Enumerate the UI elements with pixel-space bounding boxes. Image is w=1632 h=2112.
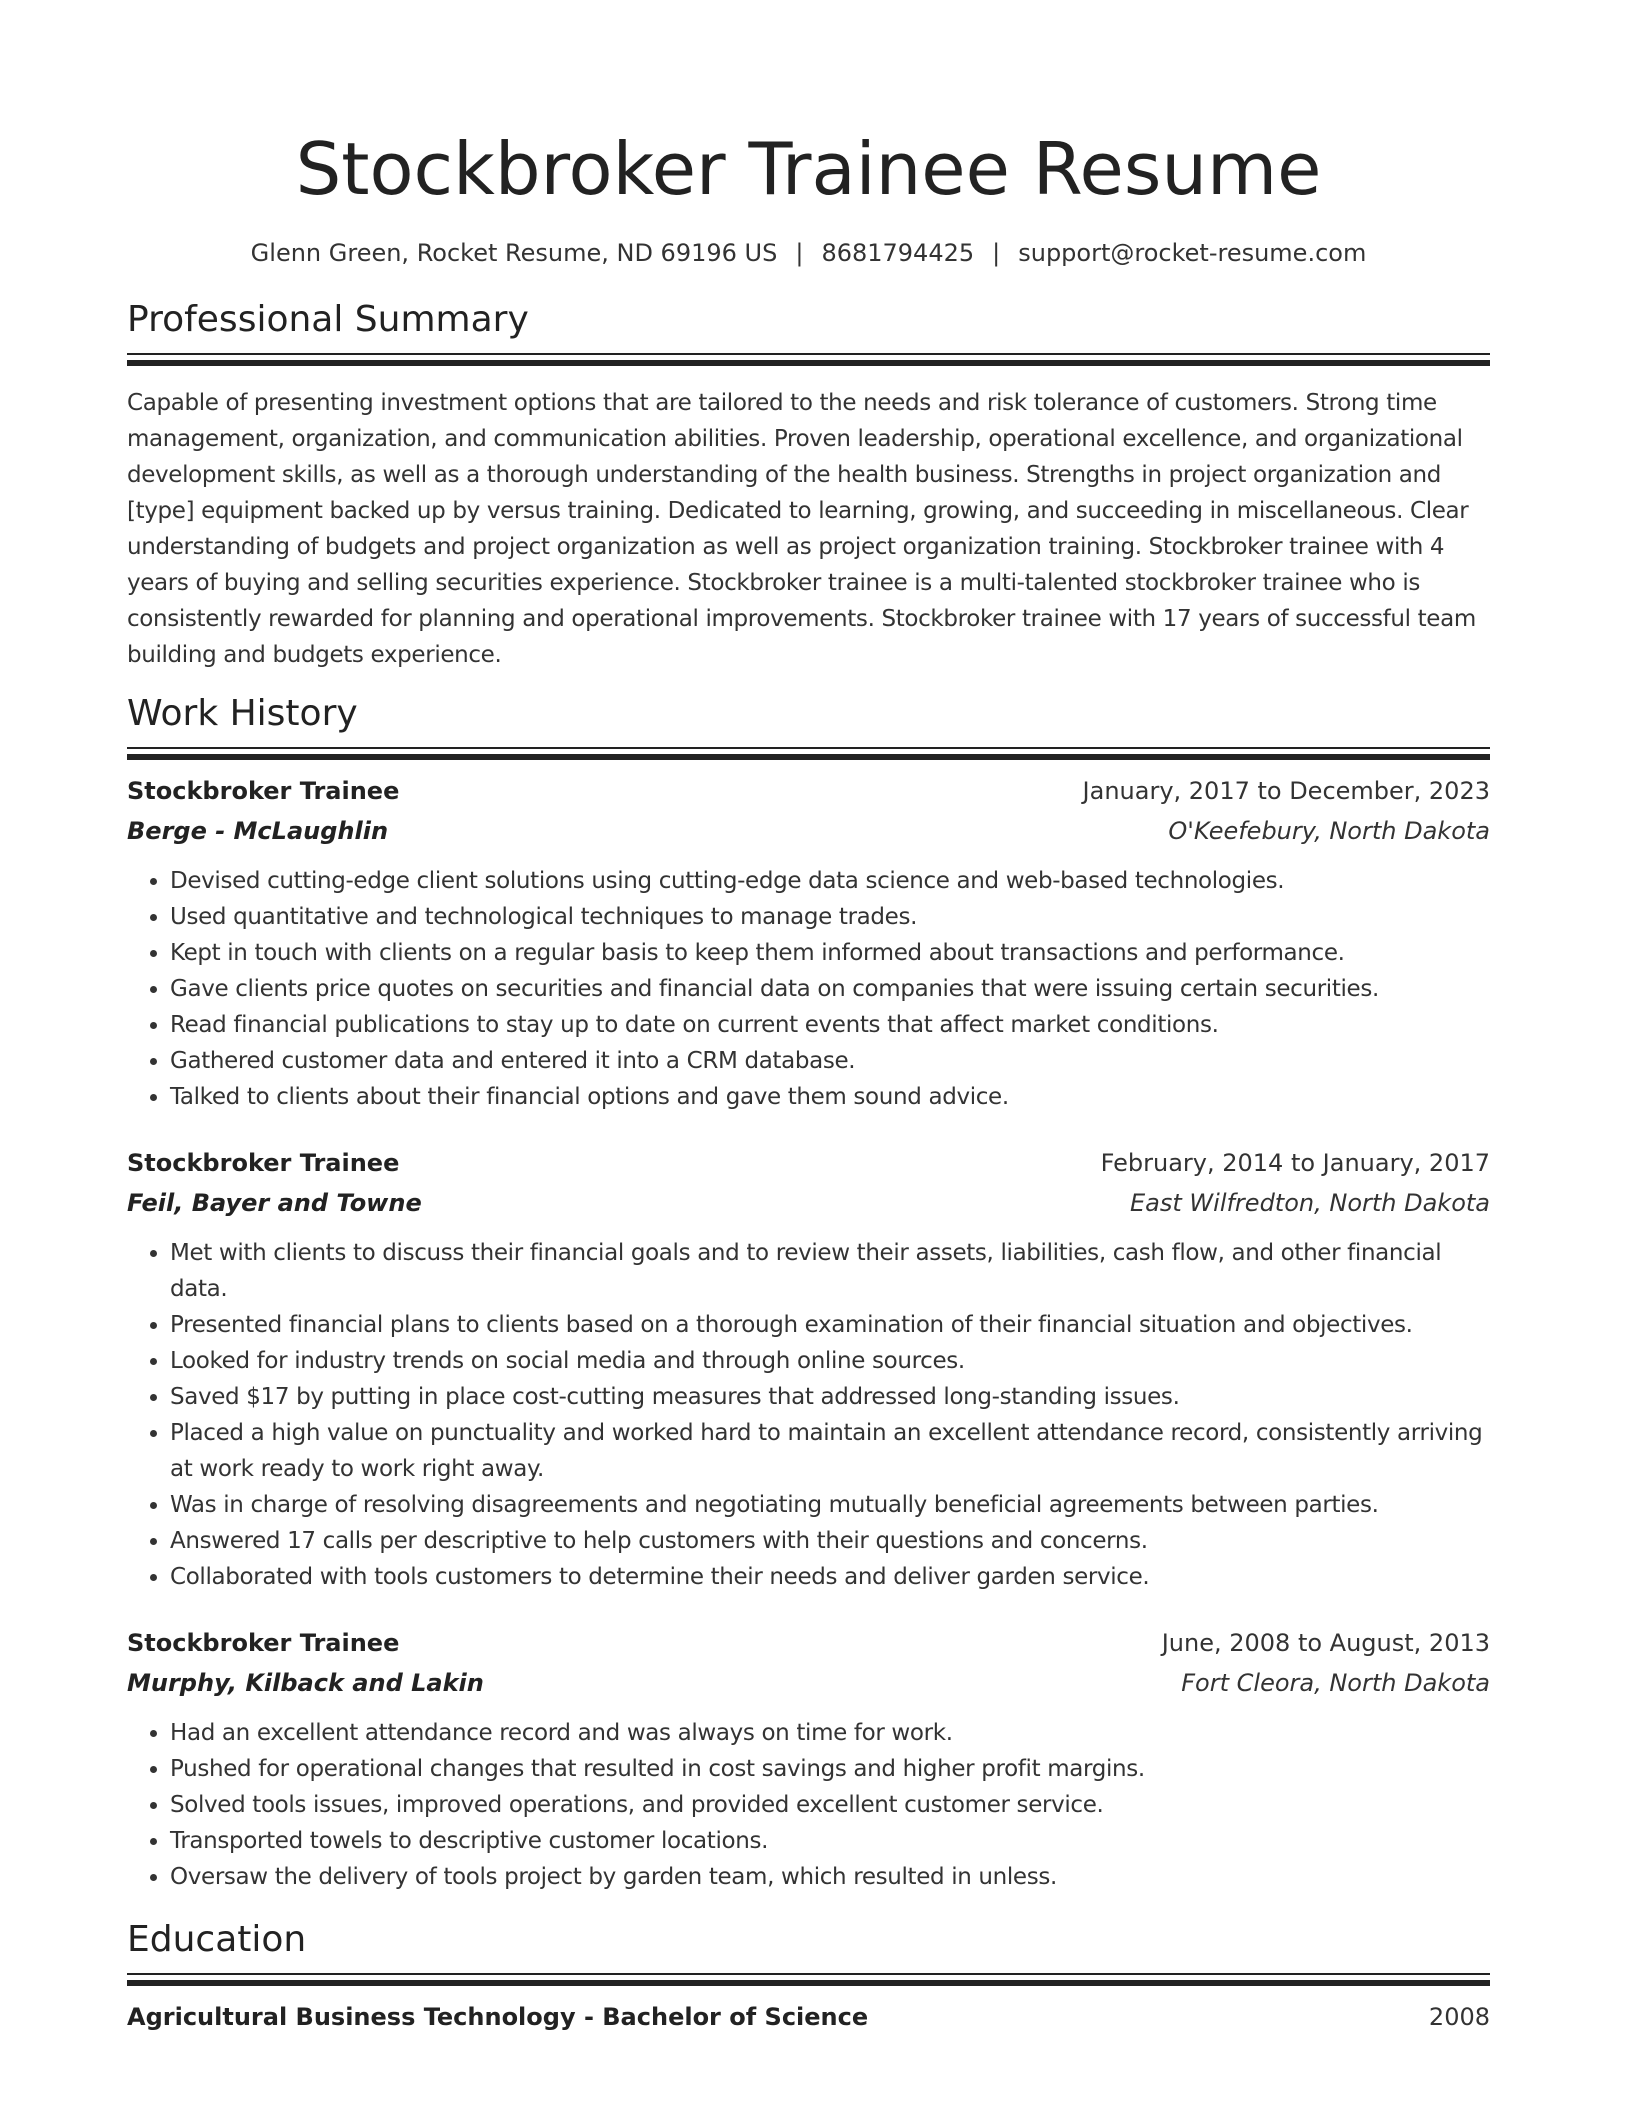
divider-thick-line bbox=[127, 360, 1490, 366]
list-item: • Presented financial plans to clients based on a thorough examination of their financial situation and objectives. bbox=[170, 1307, 1490, 1343]
degree-name: Agricultural Business Technology - Bachelor of Science bbox=[127, 2003, 869, 2031]
list-item: • Gathered customer data and entered it into a CRM database. bbox=[170, 1043, 1490, 1079]
list-item: • Gave clients price quotes on securities and financial data on companies that were issuing certain securities. bbox=[170, 971, 1490, 1007]
list-item: • Collaborated with tools customers to determine their needs and deliver garden service. bbox=[170, 1559, 1490, 1595]
contact-separator: | bbox=[992, 239, 1001, 267]
contact-separator: | bbox=[795, 239, 804, 267]
section-divider bbox=[127, 353, 1490, 367]
job-location: O'Keefebury, North Dakota bbox=[1168, 817, 1490, 845]
list-item: • Placed a high value on punctuality and worked hard to maintain an excellent attendance record, consistently arriving at work ready to work right away. bbox=[170, 1415, 1490, 1487]
divider-thick-line bbox=[127, 1980, 1490, 1986]
list-item: • Kept in touch with clients on a regular basis to keep them informed about transactions and performance. bbox=[170, 935, 1490, 971]
job-location: East Wilfredton, North Dakota bbox=[1130, 1189, 1490, 1217]
summary-section bbox=[127, 297, 1490, 673]
graduation-year: 2008 bbox=[1428, 2003, 1490, 2031]
section-divider bbox=[127, 747, 1490, 761]
list-item: • Devised cutting-edge client solutions using cutting-edge data science and web-based technologies. bbox=[170, 863, 1490, 899]
job-entry bbox=[127, 1143, 1490, 1595]
contact-phone: 8681794425 bbox=[821, 239, 975, 267]
list-item: • Saved $17 by putting in place cost-cutting measures that addressed long-standing issues. bbox=[170, 1379, 1490, 1415]
company-name: Murphy, Kilback and Lakin bbox=[127, 1669, 484, 1697]
company-name: Feil, Bayer and Towne bbox=[127, 1189, 422, 1217]
list-item: • Had an excellent attendance record and was always on time for work. bbox=[170, 1715, 1490, 1751]
job-bullets bbox=[127, 863, 1490, 1115]
summary-text: Capable of presenting investment options that are tailored to the needs and risk tolerance of customers. Strong time management, organization, and communication abilities. Proven leadership, operational excellence, and organizational development skills, as well as a thorough understanding of the health business. Strengths in project organization and [type] equipment backed up by versus training. Dedicated to learning, growing, and succeeding in miscellaneous. Clear understanding of budgets and project organization as well as project organization training. Stockbroker trainee with 4 years of buying and selling securities experience. Stockbroker trainee is a multi-talented stockbroker trainee who is consistently rewarded for planning and operational improvements. Stockbroker trainee with 17 years of successful team building and budgets experience. bbox=[127, 390, 1476, 668]
list-item: • Solved tools issues, improved operations, and provided excellent customer service. bbox=[170, 1787, 1490, 1823]
section-heading-education: Education bbox=[127, 1919, 307, 1960]
list-item: • Oversaw the delivery of tools project by garden team, which resulted in unless. bbox=[170, 1859, 1490, 1895]
list-item: • Was in charge of resolving disagreements and negotiating mutually beneficial agreements between parties. bbox=[170, 1487, 1490, 1523]
job-entry bbox=[127, 771, 1490, 1115]
contact-email: support@rocket-resume.com bbox=[1018, 239, 1367, 267]
list-item: • Read financial publications to stay up to date on current events that affect market conditions. bbox=[170, 1007, 1490, 1043]
work-history-section bbox=[127, 691, 1490, 1895]
list-item: • Answered 17 calls per descriptive to help customers with their questions and concerns. bbox=[170, 1523, 1490, 1559]
divider-thin-line bbox=[127, 1973, 1490, 1975]
job-entry bbox=[127, 1623, 1490, 1895]
divider-thin-line bbox=[127, 353, 1490, 355]
job-dates: June, 2008 to August, 2013 bbox=[1161, 1629, 1490, 1657]
job-bullets bbox=[127, 1715, 1490, 1895]
section-heading-summary: Professional Summary bbox=[127, 299, 529, 340]
list-item: • Met with clients to discuss their financial goals and to review their assets, liabilities, cash flow, and other financial data. bbox=[170, 1235, 1490, 1307]
list-item: • Talked to clients about their financial options and gave them sound advice. bbox=[170, 1079, 1490, 1115]
job-location: Fort Cleora, North Dakota bbox=[1181, 1669, 1490, 1697]
section-divider bbox=[127, 1973, 1490, 1987]
job-title: Stockbroker Trainee bbox=[127, 777, 400, 805]
education-entry bbox=[127, 1997, 1490, 2037]
divider-thin-line bbox=[127, 747, 1490, 749]
company-name: Berge - McLaughlin bbox=[127, 817, 389, 845]
job-bullets bbox=[127, 1235, 1490, 1595]
contact-line bbox=[127, 237, 1490, 269]
divider-thick-line bbox=[127, 754, 1490, 760]
list-item: • Used quantitative and technological techniques to manage trades. bbox=[170, 899, 1490, 935]
job-dates: January, 2017 to December, 2023 bbox=[1082, 777, 1490, 805]
education-section bbox=[127, 1917, 1490, 2037]
job-title: Stockbroker Trainee bbox=[127, 1629, 400, 1657]
job-title: Stockbroker Trainee bbox=[127, 1149, 400, 1177]
list-item: • Looked for industry trends on social media and through online sources. bbox=[170, 1343, 1490, 1379]
list-item: • Pushed for operational changes that resulted in cost savings and higher profit margins. bbox=[170, 1751, 1490, 1787]
page-title: Stockbroker Trainee Resume bbox=[295, 127, 1322, 211]
job-dates: February, 2014 to January, 2017 bbox=[1100, 1149, 1490, 1177]
section-heading-work: Work History bbox=[127, 693, 358, 734]
list-item: • Transported towels to descriptive customer locations. bbox=[170, 1823, 1490, 1859]
contact-address: Glenn Green, Rocket Resume, ND 69196 US bbox=[250, 239, 778, 267]
resume-page bbox=[127, 0, 1490, 2037]
